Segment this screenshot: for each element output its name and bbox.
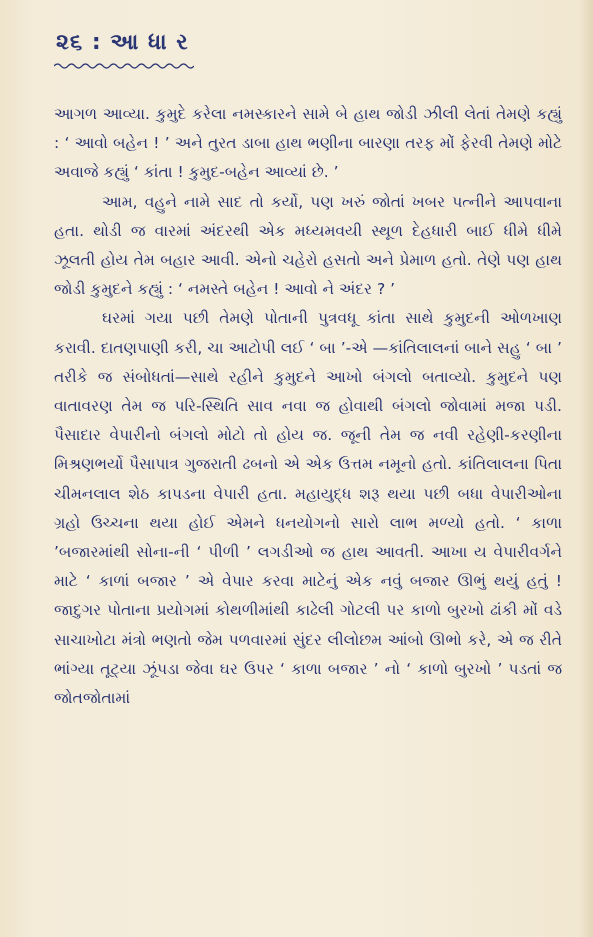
paragraph-2: આમ, વહુને નામે સાદ તો કર્યો, પણ ખરું જોતાં ખબર પત્નીને આપવાના હતા. થોડી જ વારમાં અંદરથી એક મધ્યમવયી સ્થૂળ દેહધારી બાઈ ધીમે ધીમે ઝૂલતી હોય તેમ બહાર આવી. એનો ચહેરો હસતો અને પ્રેમાળ હતો. તેણે પણ હાથ જોડી કુમુદને કહ્યું : ‘ નમસ્તે બહેન ! આવો ને અંદર ? ’ <box>54 192 562 299</box>
header-wavy-rule <box>54 62 194 70</box>
running-header: ૨૬ : આ ધા ર <box>56 30 189 55</box>
paragraph-1: આગળ આવ્યા. કુમુદે કરેલા નમસ્કારને સામે બે હાથ જોડી ઝીલી લેતાં તેમણે કહ્યું : ‘ આવો બહેન ! ’ અને તુરત ડાબા હાથ ભણીના બારણા તરફ મોં ફેરવી તેમણે મોટે અવાજે કહ્યું ‘ કાંતા ! કુમુદ-બહેન આવ્યાં છે. ’ <box>54 105 562 182</box>
paragraph-3: ઘરમાં ગયા પછી તેમણે પોતાની પુત્રવધૂ કાંતા સાથે કુમુદની ઓળખાણ કરાવી. દાતણપાણી કરી, ચા આટોપી લઈ ‘ બા ’-એ —કાંતિલાલનાં બાને સહુ ‘ બા ’ તરીકે જ સંબોધતાં—સાથે રહીને કુમુદને આખો બંગલો બતાવ્યો. કુમુદને પણ વાતાવરણ તેમ જ પરિ-સ્થિતિ સાવ નવા જ હોવાથી બંગલો જોવામાં મજા પડી. પૈસાદાર વેપારીનો બંગલો મોટો તો હોય જ. જૂની તેમ જ નવી રહેણી-કરણીના મિશ્રણભર્યો પૈસાપાત્ર ગુજરાતી ઢબનો એ એક ઉત્તમ નમૂનો હતો. કાંતિલાલના પિતા ચીમનલાલ શેઠ કાપડના વેપારી હતા. મહાયુદ્ધ શરૂ થયા પછી બધા વેપારીઓના ગ્રહો ઉચ્ચના થયા હોઈ એમને ધનયોગનો સારો લાભ મળ્યો હતો. ‘ કાળા ’બજારમાંથી સોના-ની ‘ પીળી ’ લગડીઓ જ હાથ આવતી. આખા ય વેપારીવર્ગને માટે ‘ કાળાં બજાર ’ એ વેપાર કરવા માટેનું એક નવું બજાર ઊભું થયું હતું ! જાદુગર પોતાના પ્રયોગમાં કોથળીમાંથી કાઢેલી ગોટલી પર કાળો બુરખો ઢાંકી મોં વડે સાચાખોટા મંત્રો ભણતો જેમ પળવારમાં સુંદર લીલોછમ આંબો ઊભો કરે, એ જ રીતે ભાંગ્યા તૂટ્યા ઝૂંપડા જેવા ઘર ઉપર ‘ કાળા બજાર ’ નો ‘ કાળો બુરખો ’ પડતાં જ જોતજોતામાં <box>54 309 562 708</box>
page-edge-shading <box>579 0 593 937</box>
body-text <box>54 100 562 713</box>
